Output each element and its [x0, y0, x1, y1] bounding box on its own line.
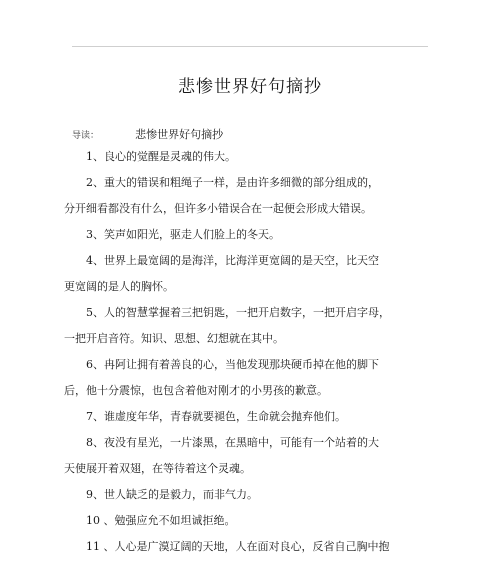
text-line: 9、世人缺乏的是毅力，而非气力。	[86, 488, 258, 501]
text-line: 4、世界上最宽阔的是海洋，比海洋更宽阔的是天空，比天空	[86, 254, 379, 267]
header-rule	[72, 46, 428, 47]
text-line: 5、人的智慧掌握着三把钥匙，一把开启数字，一把开启字母，	[86, 306, 390, 319]
document-body	[64, 144, 436, 560]
text-line: 8、夜没有星光，一片漆黑，在黑暗中，可能有一个站着的大	[86, 436, 379, 449]
text-line: 10 、勉强应允不如坦诚拒绝。	[86, 514, 236, 527]
page-title: 悲惨世界好句摘抄	[178, 77, 322, 97]
text-line: 一把开启音符。知识、思想、幻想就在其中。	[64, 332, 284, 345]
text-line: 分开细看都没有什么，但许多小错误合在一起便会形成大错误。	[64, 202, 372, 215]
guide-label: 导读：	[72, 131, 100, 141]
guide-text: 悲惨世界好句摘抄	[135, 128, 224, 141]
text-line: 11 、人心是广漠辽阔的天地，人在面对良心，反省自己胸中抱	[86, 540, 390, 553]
guide-row	[72, 123, 223, 139]
text-line: 3、笑声如阳光，驱走人们脸上的冬天。	[86, 228, 280, 241]
text-line: 1、良心的觉醒是灵魂的伟大。	[86, 150, 236, 163]
text-line: 更宽阔的是人的胸怀。	[64, 280, 174, 293]
text-line: 天使展开着双翅，在等待着这个灵魂。	[64, 462, 251, 475]
text-line: 后，他十分震惊，也包含着他对刚才的小男孩的歉意。	[64, 384, 328, 397]
text-line: 2、重大的错误和粗绳子一样，是由许多细微的部分组成的，	[86, 176, 379, 189]
text-line: 6、冉阿让拥有着善良的心，当他发现那块硬币掉在他的脚下	[86, 358, 379, 371]
text-line: 7、谁虚度年华，青春就要褪色，生命就会抛弃他们。	[86, 410, 346, 423]
